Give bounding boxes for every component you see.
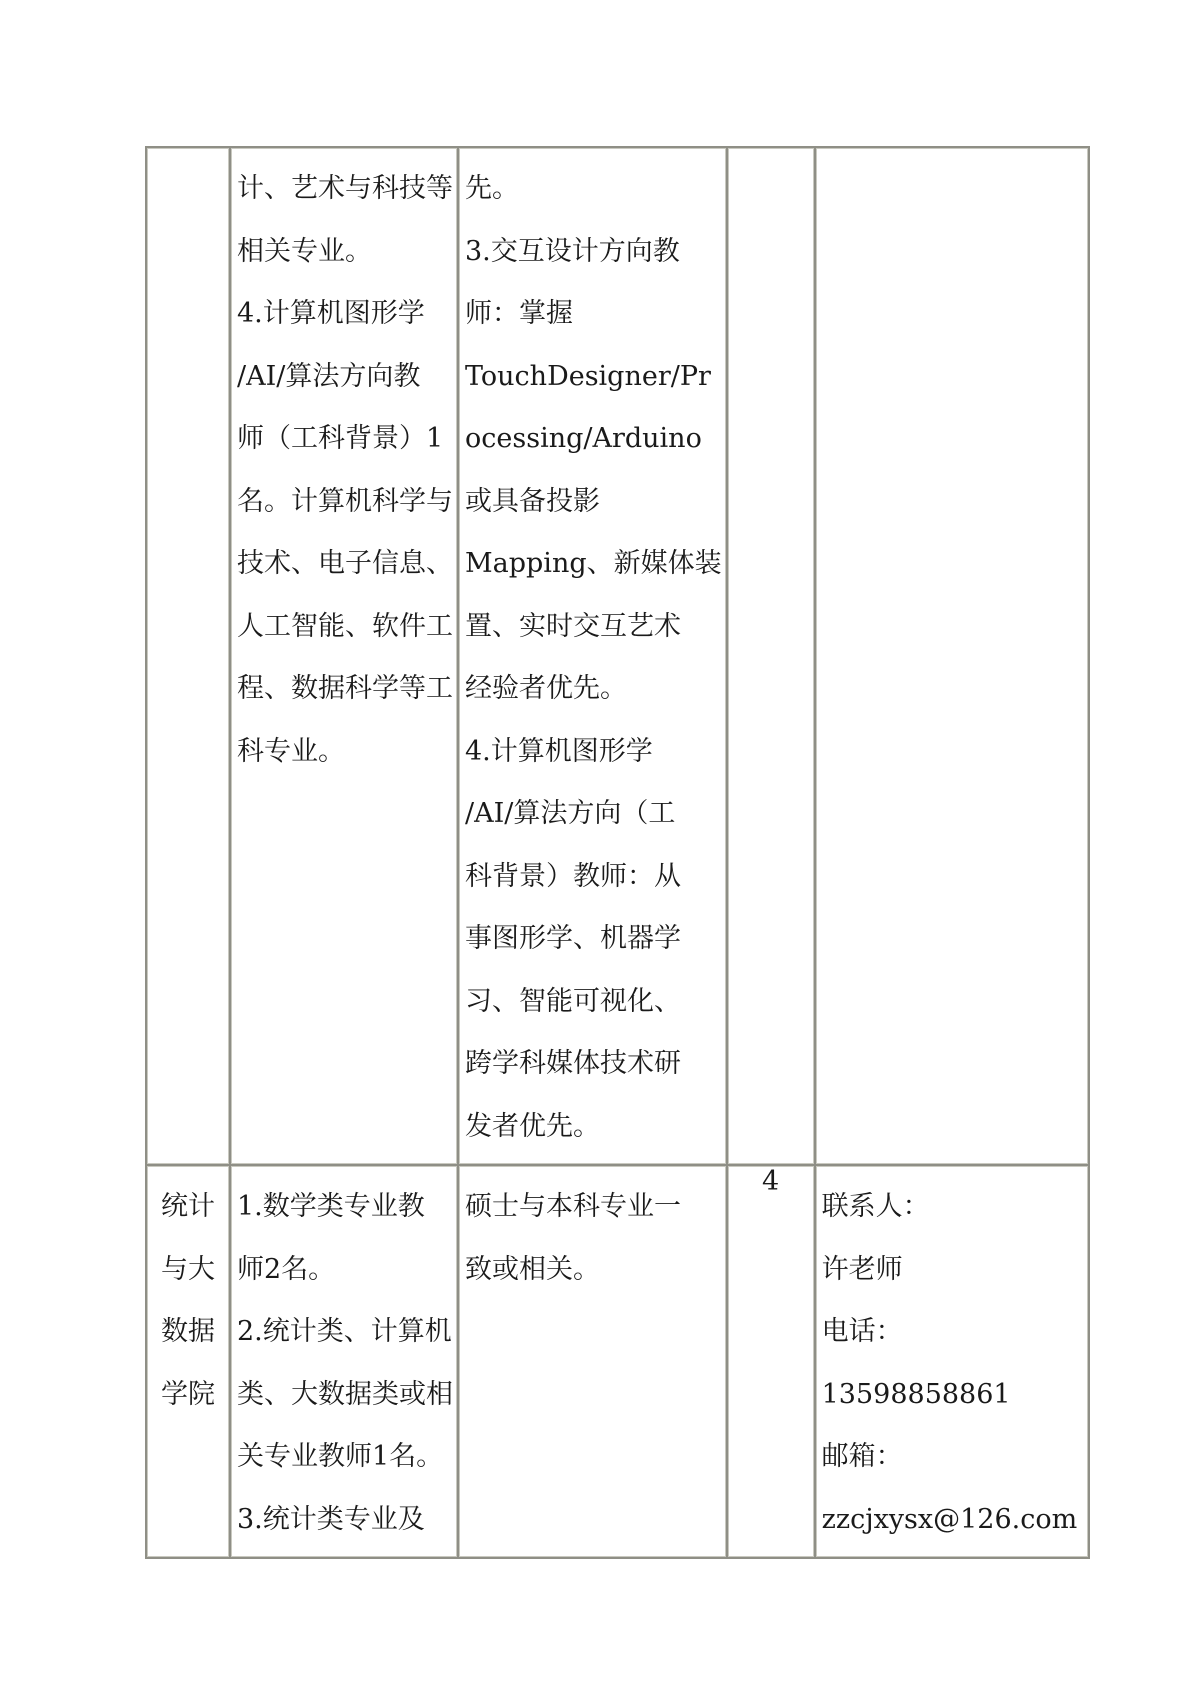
text-line: 致或相关。 <box>465 1253 600 1285</box>
text-line: 事图形学、机器学 <box>465 923 681 954</box>
count-cell <box>727 1165 815 1558</box>
text-line: Mapping、新媒体装 <box>465 548 722 579</box>
text-line: zzcjxysx@126.com <box>821 1503 1078 1535</box>
contact-cell <box>815 1165 1089 1558</box>
text-line: 经验者优先。 <box>465 673 627 704</box>
positions-text <box>231 148 457 789</box>
positions-cell <box>230 147 458 1165</box>
text-line: 13598858861 <box>821 1378 1011 1410</box>
contact-cell <box>815 147 1089 1165</box>
text-line: 师2名。 <box>237 1253 336 1285</box>
text-line: 关专业教师1名。 <box>237 1441 444 1472</box>
contact-text <box>816 1166 1088 1557</box>
contact-text <box>816 148 1088 164</box>
text-line: 技术、电子信息、 <box>237 548 453 579</box>
text-line: 发者优先。 <box>465 1110 600 1142</box>
text-line: 或具备投影 <box>465 485 600 517</box>
count-cell <box>727 147 815 1165</box>
text-line: 程、数据科学等工 <box>237 673 453 704</box>
text-line: 3.统计类专业及 <box>237 1503 425 1535</box>
text-line: 邮箱： <box>821 1441 903 1472</box>
text-line: 跨学科媒体技术研 <box>465 1048 681 1079</box>
text-line: 学院 <box>161 1378 215 1410</box>
text-line: 2.统计类、计算机 <box>237 1316 452 1347</box>
text-line: 类、大数据类或相 <box>237 1378 453 1410</box>
text-line: 先。 <box>465 173 519 204</box>
text-line: ocessing/Arduino <box>465 423 702 454</box>
text-line: /AI/算法方向教 <box>237 360 421 392</box>
text-line: 统计 <box>161 1191 215 1222</box>
text-line: 习、智能可视化、 <box>465 985 681 1017</box>
department-cell <box>146 147 230 1165</box>
count-value: 4 <box>762 1166 780 1197</box>
department-text <box>147 148 229 164</box>
text-line: 师：掌握 <box>465 298 573 329</box>
department-text <box>147 1166 229 1432</box>
text-line: 置、实时交互艺术 <box>465 610 681 642</box>
text-line: 与大 <box>161 1253 215 1285</box>
positions-cell <box>230 1165 458 1558</box>
text-line: 3.交互设计方向教 <box>465 235 680 267</box>
table-row <box>146 1165 1089 1558</box>
text-line: 电话： <box>821 1316 903 1347</box>
text-line: 数据 <box>161 1316 215 1347</box>
text-line: /AI/算法方向（工 <box>465 798 676 829</box>
requirements-cell <box>458 147 727 1165</box>
table-row <box>146 147 1089 1165</box>
requirements-text <box>459 148 726 1164</box>
recruitment-table <box>145 146 1090 1559</box>
positions-text <box>231 1166 457 1557</box>
text-line: 科背景）教师：从 <box>465 860 681 892</box>
text-line: 科专业。 <box>237 735 345 767</box>
text-line: 名。计算机科学与 <box>237 485 453 517</box>
text-line: 4.计算机图形学 <box>237 298 425 329</box>
requirements-text <box>459 1166 726 1307</box>
text-line: 1.数学类专业教 <box>237 1191 425 1222</box>
text-line: 师（工科背景）1 <box>237 423 444 454</box>
text-line: TouchDesigner/Pr <box>465 360 711 392</box>
text-line: 4.计算机图形学 <box>465 735 653 767</box>
department-cell <box>146 1165 230 1558</box>
text-line: 计、艺术与科技等 <box>237 173 453 204</box>
text-line: 联系人： <box>821 1191 930 1222</box>
text-line: 相关专业。 <box>237 235 372 267</box>
text-line: 人工智能、软件工 <box>237 610 453 642</box>
requirements-cell <box>458 1165 727 1558</box>
text-line: 许老师 <box>821 1253 903 1285</box>
text-line: 硕士与本科专业一 <box>465 1191 681 1222</box>
